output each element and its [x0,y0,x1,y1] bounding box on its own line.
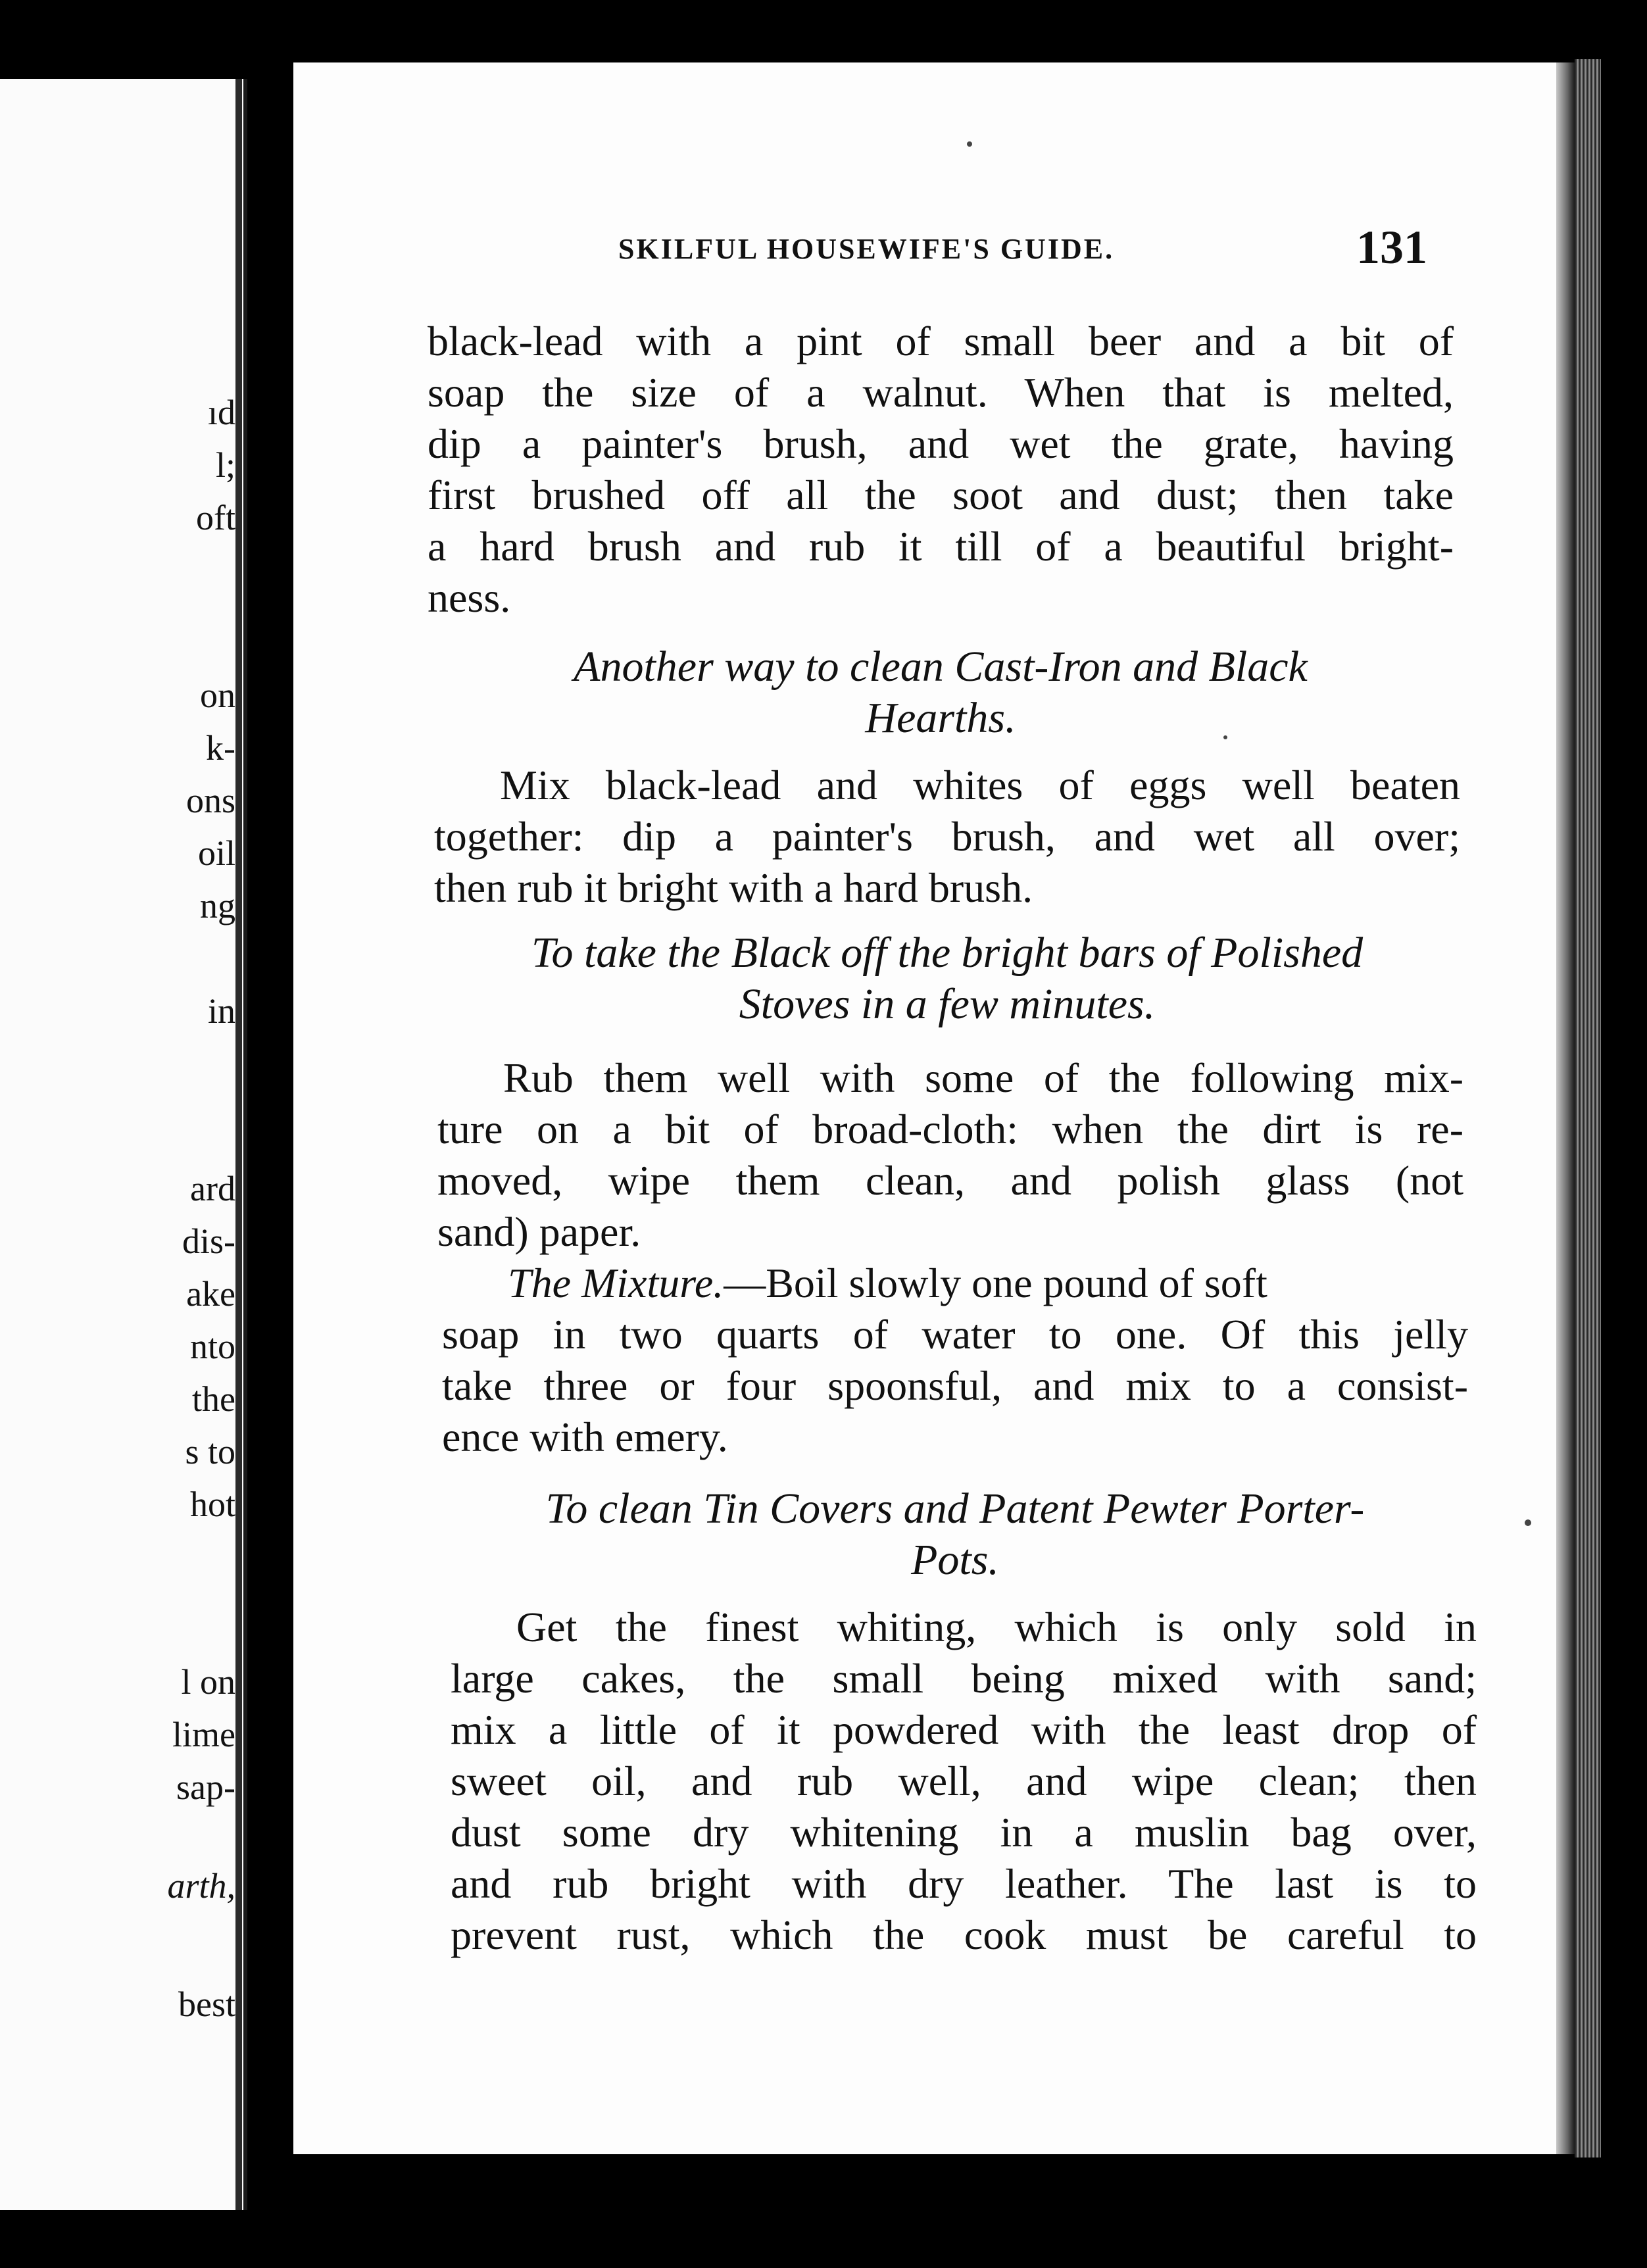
text-line: large cakes, the small being mixed with sand; [451,1655,1477,1702]
text-line: sweet oil, and rub well, and wipe clean; then [451,1758,1477,1804]
text-line: sand) paper. [437,1208,641,1255]
text-line: first brushed off all the soot and dust; then take [428,472,1454,518]
text-line [442,1258,1468,1309]
text-line: take three or four spoonsful, and mix to a consist- [442,1362,1468,1409]
running-header [618,220,1427,273]
left-fragment: on [200,676,235,715]
text-line: moved, wipe them clean, and polish glass (not [437,1157,1463,1204]
text-line: soap in two quarts of water to one. Of this jelly [442,1311,1468,1358]
text-line: Mix black-lead and whites of eggs well beaten [500,762,1460,808]
paragraph-mixture [442,1258,1468,1463]
heading-line: Stoves in a few minutes. [739,980,1156,1028]
left-fragment: oil [197,833,235,873]
scan-speck [1525,1519,1531,1526]
heading-line: Pots. [911,1536,999,1584]
left-fragment: best [178,1985,235,2024]
paragraph [451,1602,1477,1961]
left-fragment: lime [172,1715,235,1754]
text-line: soap the size of a walnut. When that is melted, [428,369,1454,416]
left-fragment: the [192,1379,235,1419]
page-edge-stripes [1575,59,1601,2157]
text-line: dip a painter's brush, and wet the grate, having [428,420,1454,467]
book-spine-gutter [247,39,293,2210]
left-fragment: ard [190,1169,235,1208]
left-fragment: nto [189,1327,235,1366]
left-facing-page [0,79,247,2210]
heading-line: Another way to clean Cast-Iron and Black [574,643,1308,691]
text-line: black-lead with a pint of small beer and a bit of [428,318,1454,364]
text-line: Rub them well with some of the following mix- [503,1054,1463,1101]
mixture-label: The Mixture. [508,1260,724,1306]
left-fragment: ake [186,1274,235,1314]
left-fragment: k- [206,728,235,768]
text-line: dust some dry whitening in a muslin bag over, [451,1809,1477,1856]
text-line: ence with emery. [442,1414,728,1460]
left-fragment: oft [196,498,235,537]
text-line: together: dip a painter's brush, and wet all over; [434,813,1460,860]
left-fragment: l on [181,1662,235,1702]
section-heading [434,927,1460,1030]
paragraph [437,1052,1463,1258]
page-edge-shadow [1556,62,1575,2154]
left-fragment: ng [200,886,235,925]
page-number: 131 [1356,221,1427,274]
left-fragment: dis- [182,1221,235,1261]
text-line: mix a little of it powdered with the least drop of [451,1706,1477,1753]
text-line: ness. [428,574,511,621]
heading-line: To clean Tin Covers and Patent Pewter Porter- [545,1485,1365,1533]
section-heading [428,641,1454,744]
scan-speck [967,141,972,147]
left-fragment: in [207,991,235,1031]
text-line: a hard brush and rub it till of a beautiful bright- [428,523,1454,570]
left-fragment: arth, [167,1866,235,1906]
text-line: then rub it bright with a hard brush. [434,864,1033,911]
text-line: and rub bright with dry leather. The last is to [451,1860,1477,1907]
paragraph-intro [428,316,1454,624]
left-fragment: sap- [176,1767,235,1807]
left-page-edge [235,79,242,2210]
left-fragment: s to [185,1432,235,1471]
scan-speck [1223,735,1227,739]
heading-line: Hearths. [865,694,1016,742]
text-line: Get the finest whiting, which is only sold in [516,1604,1477,1650]
running-title: SKILFUL HOUSEWIFE'S GUIDE. [618,233,1115,265]
text-run: —Boil slowly one pound of soft [724,1260,1267,1306]
left-fragment: ons [185,781,235,820]
left-fragment: l; [215,445,235,485]
left-fragment: hot [189,1485,235,1524]
text-line: prevent rust, which the cook must be careful to [451,1911,1477,1958]
heading-line: To take the Black off the bright bars of Polished [531,929,1364,977]
text-line: ture on a bit of broad-cloth: when the dirt is re- [437,1106,1463,1152]
left-fragment: ıd [207,393,235,432]
section-heading [442,1483,1468,1586]
paragraph [434,760,1460,914]
